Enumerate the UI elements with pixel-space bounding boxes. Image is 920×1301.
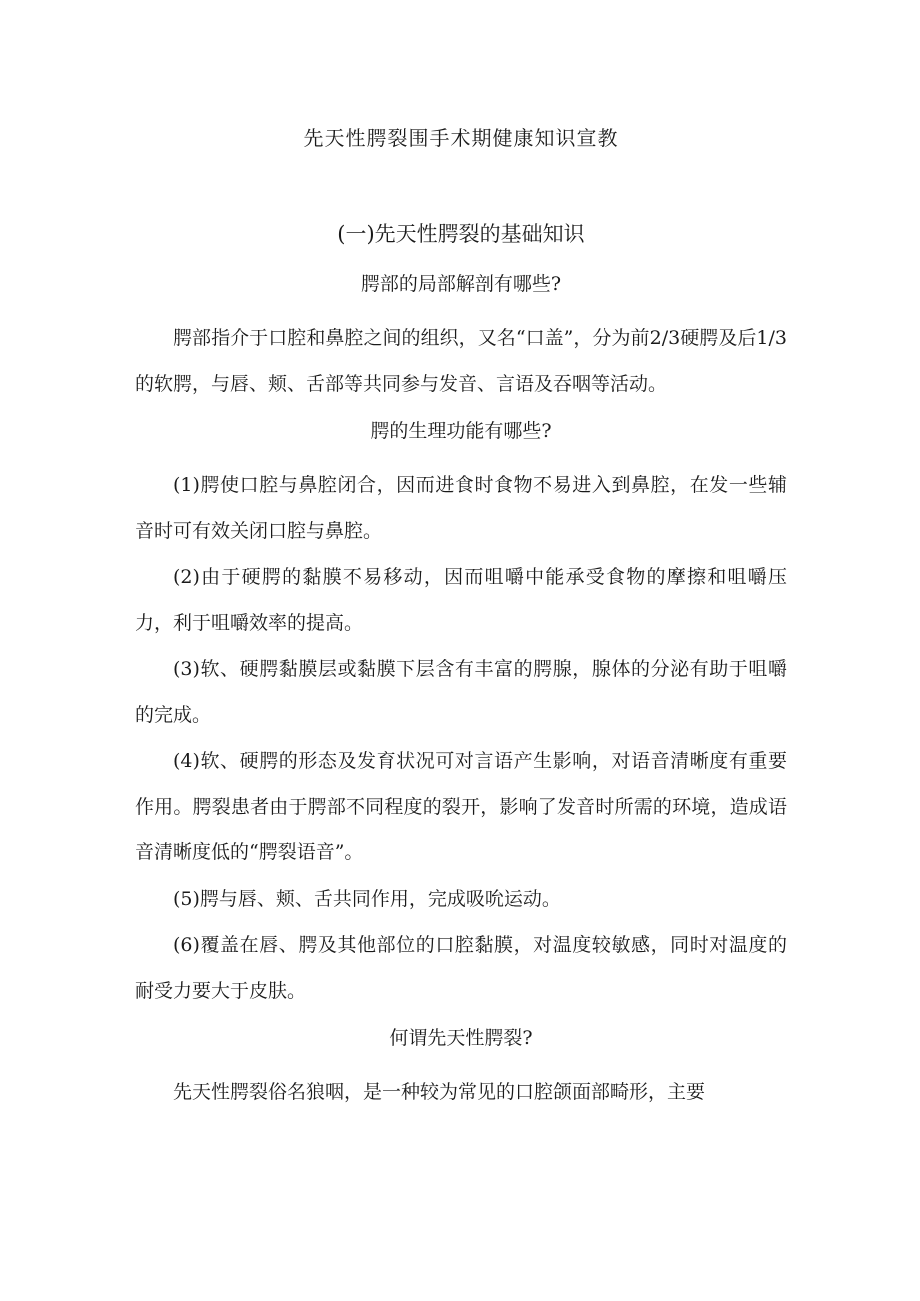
document-body [135,118,787,1117]
paragraph-function-4: (4)软、硬腭的形态及发育状况可对言语产生影响，对语音清晰度有重要作用。腭裂患者由于腭部不同程度的裂开，影响了发音时所需的环境，造成语音清晰度低的“腭裂语音”。 [135,750,787,863]
question-definition: 何谓先天性腭裂? [389,1027,533,1049]
paragraph-function-2: (2)由于硬腭的黏膜不易移动，因而咀嚼中能承受食物的摩擦和咀嚼压力，利于咀嚼效率的提高。 [135,566,787,634]
paragraph-anatomy: 腭部指介于口腔和鼻腔之间的组织，又名“口盖”，分为前2/3硬腭及后1/3的软腭，与唇、颊、舌部等共同参与发音、言语及吞咽等活动。 [135,327,787,395]
paragraph-function-1: (1)腭使口腔与鼻腔闭合，因而进食时食物不易进入到鼻腔，在发一些辅音时可有效关闭口腔与鼻腔。 [135,474,787,542]
section-heading: (一)先天性腭裂的基础知识 [337,222,585,246]
paragraph-function-3: (3)软、硬腭黏膜层或黏膜下层含有丰富的腭腺，腺体的分泌有助于咀嚼的完成。 [135,658,787,726]
paragraph-definition: 先天性腭裂俗名狼咽，是一种较为常见的口腔颌面部畸形，主要 [173,1081,706,1103]
question-function: 腭的生理功能有哪些? [370,420,552,442]
document-title: 先天性腭裂围手术期健康知识宣教 [303,126,619,150]
paragraph-function-6: (6)覆盖在唇、腭及其他部位的口腔黏膜，对温度较敏感，同时对温度的耐受力要大于皮肤。 [135,934,787,1002]
paragraph-function-5: (5)腭与唇、颊、舌共同作用，完成吸吮运动。 [173,887,561,910]
question-anatomy: 腭部的局部解剖有哪些? [360,273,562,295]
